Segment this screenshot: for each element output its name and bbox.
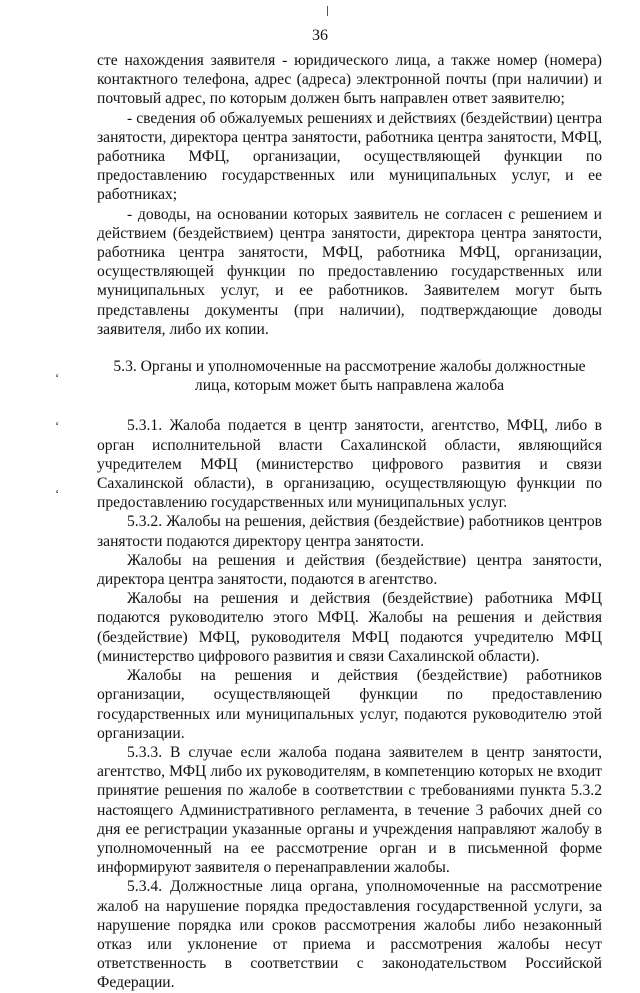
paragraph: 5.3.3. В случае если жалоба подана заявителем в центр занятости, агентство, МФЦ либо их руководителям, в компетенцию которых не входит принятие решения по жалобе в соответствии с требованиями пункта 5.3.2 настоящего Административного регламента, в течение 3 рабочих дней со дня ее регистрации указанные органы и учреждения направляют жалобу в уполномоченный на ее рассмотрение орган и в письменной форме информируют заявителя о перенаправлении жалобы. [97,743,602,877]
paragraph: сте нахождения заявителя - юридического лица, а также номер (номера) контактного телефона, адрес (адреса) электронной почты (при наличии) и почтовый адрес, по которым должен быть направлен ответ заявителю; [97,52,602,108]
scan-mark [327,6,328,16]
paragraph: Жалобы на решения и действия (бездействие) работников организации, осуществляющей функции по предоставлению государственных или муниципальных услуг, подаются руководителю этой организации. [97,667,602,742]
page-number: 36 [312,27,328,44]
paragraph: - доводы, на основании которых заявитель не согласен с решением и действием (бездействием) центра занятости, директора центра занятости, работника центра занятости, МФЦ, работника МФЦ, организации, осуществляющей функции по предоставлению государственных или муниципальных услуг, и ее работников. Заявителем могут быть представлены документы (при наличии), подтверждающие доводы заявителя, либо их копии. [97,205,602,338]
paragraph: Жалобы на решения и действия (бездействие) центра занятости, директора центра занятости, подаются в агентство. [97,551,602,589]
paragraph: 5.3.2. Жалобы на решения, действия (бездействие) работников центров занятости подаются директору центра занятости. [97,513,602,550]
paragraph: - сведения об обжалуемых решениях и действиях (бездействии) центра занятости, директора центра занятости, работника центра занятости, МФЦ, работника МФЦ, организации, осуществляющей функции по предоставлению государственных или муниципальных услуг, и ее работниках; [97,109,602,204]
section-heading: 5.3. Органы и уполномоченные на рассмотрение жалобы должностные лица, которым может быть направлена жалоба [113,358,586,395]
document-body [97,51,602,993]
margin-mark: ‘ [55,486,60,501]
paragraph: Жалобы на решения и действия (бездействие) работника МФЦ подаются руководителю этого МФЦ. Жалобы на решения и действия (бездействие) МФЦ, руководителя МФЦ подаются учредителю МФЦ (министерство цифрового развития и связи Сахалинской области). [97,590,602,665]
paragraph: 5.3.4. Должностные лица органа, уполномоченные на рассмотрение жалоб на нарушение порядка предоставления государственной услуги, за нарушение порядка или сроков рассмотрения жалобы либо незаконный отказ или уклонение от приема и рассмотрения жалобы несут ответственность в соответствии с законодательством Российской Федерации. [97,878,602,992]
margin-mark: ‘ [55,370,60,385]
margin-mark: ‘ [55,418,60,433]
paragraph: 5.3.1. Жалоба подается в центр занятости, агентство, МФЦ, либо в орган исполнительной власти Сахалинской области, являющийся учредителем МФЦ (министерство цифрового развития и связи Сахалинской области), в организацию, осуществляющую функции по предоставлению государственных или муниципальных услуг. [97,417,602,512]
